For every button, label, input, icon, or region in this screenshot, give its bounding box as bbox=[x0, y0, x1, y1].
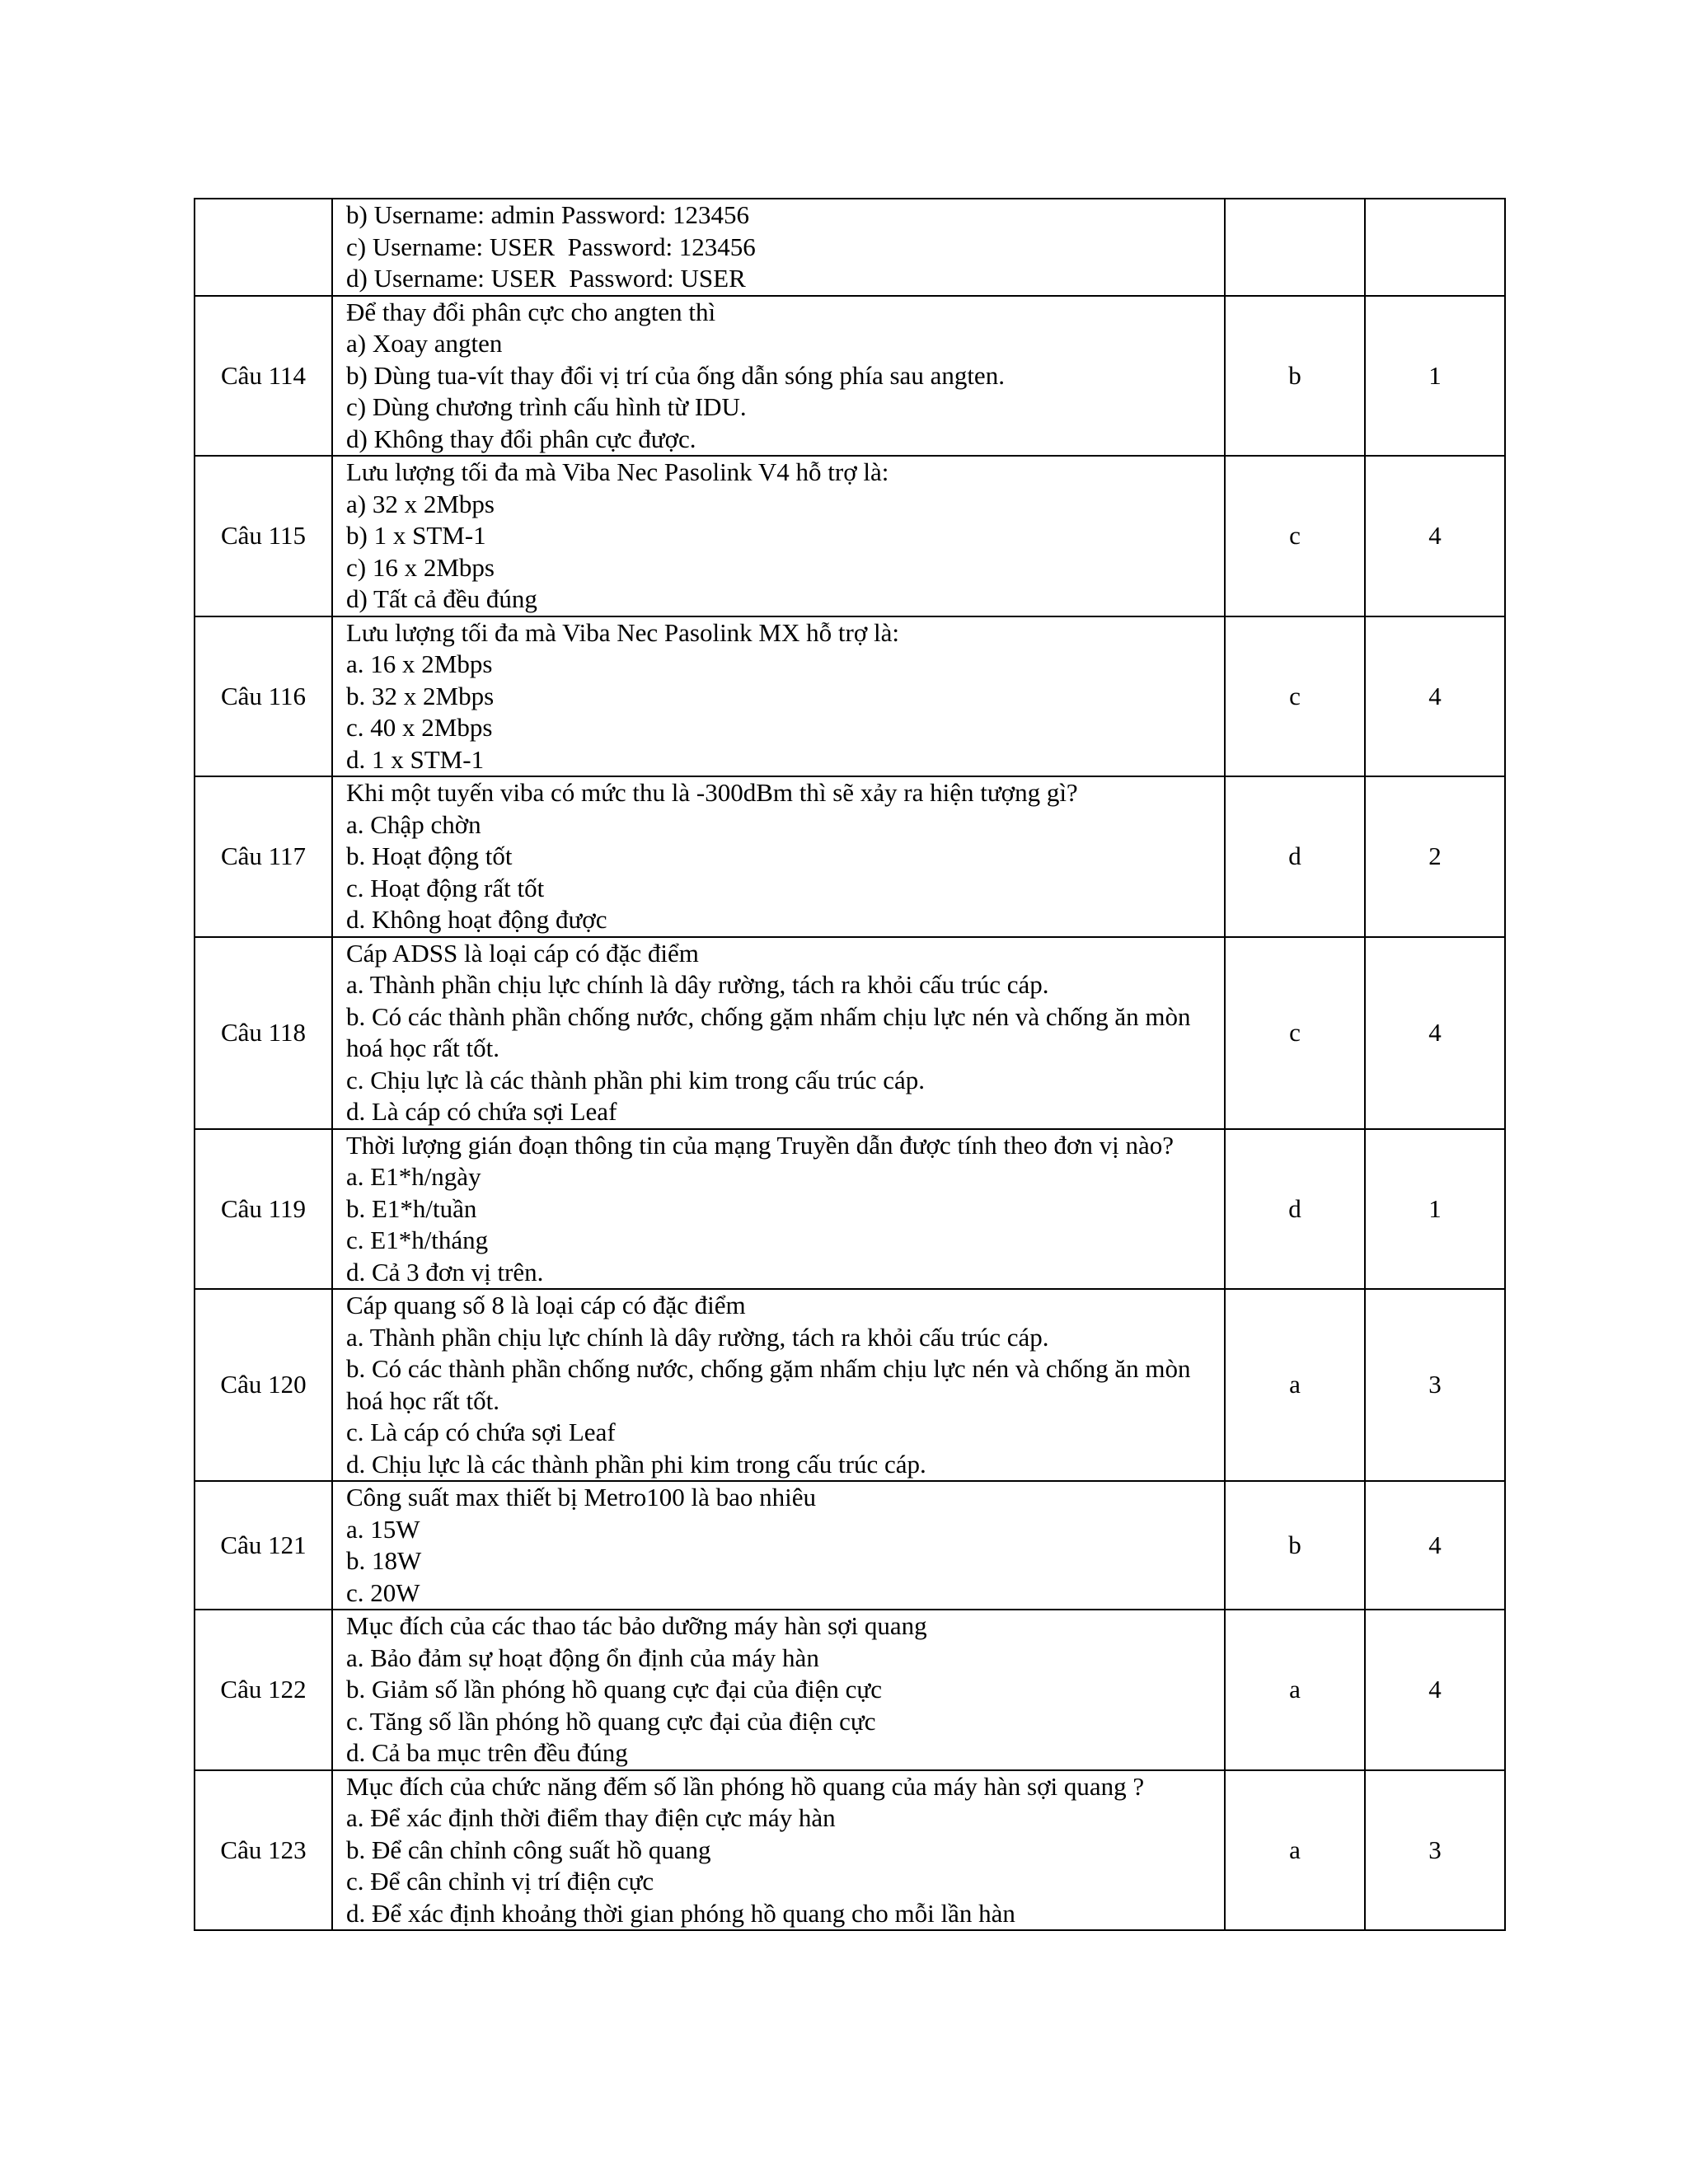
question-text: Lưu lượng tối đa mà Viba Nec Pasolink MX hỗ trợ là: bbox=[346, 617, 899, 647]
answer-key: a bbox=[1225, 1289, 1365, 1481]
difficulty-level: 4 bbox=[1365, 937, 1505, 1129]
difficulty-level: 4 bbox=[1365, 1481, 1505, 1610]
question-text: Khi một tuyến viba có mức thu là -300dBm thì sẽ xảy ra hiện tượng gì? bbox=[346, 778, 1078, 807]
question-row bbox=[195, 199, 1505, 296]
question-text: Công suất max thiết bị Metro100 là bao nhiêu bbox=[346, 1483, 816, 1511]
answer-key: b bbox=[1225, 296, 1365, 457]
question-content bbox=[332, 1481, 1225, 1610]
difficulty-level: 1 bbox=[1365, 1129, 1505, 1290]
question-number: Câu 116 bbox=[195, 616, 332, 777]
question-content bbox=[332, 937, 1225, 1129]
question-option: a. E1*h/ngày bbox=[346, 1162, 481, 1191]
question-option: c) Username: USER Password: 123456 bbox=[346, 232, 756, 261]
difficulty-level: 1 bbox=[1365, 296, 1505, 457]
answer-key: a bbox=[1225, 1770, 1365, 1931]
question-text: Để thay đổi phân cực cho angten thì bbox=[346, 297, 716, 326]
answer-key: c bbox=[1225, 937, 1365, 1129]
question-option: b. Giảm số lần phóng hồ quang cực đại của điện cực bbox=[346, 1675, 882, 1704]
question-table bbox=[194, 198, 1506, 1931]
question-option: b. 32 x 2Mbps bbox=[346, 681, 495, 710]
question-option: b. 18W bbox=[346, 1546, 422, 1575]
question-row bbox=[195, 937, 1505, 1129]
question-option: d) Username: USER Password: USER bbox=[346, 264, 746, 293]
question-row bbox=[195, 1129, 1505, 1290]
question-number: Câu 117 bbox=[195, 776, 332, 937]
question-content bbox=[332, 456, 1225, 616]
question-option: c) Dùng chương trình cấu hình từ IDU. bbox=[346, 392, 747, 421]
question-content bbox=[332, 1770, 1225, 1931]
question-content bbox=[332, 1129, 1225, 1290]
question-text: Cáp ADSS là loại cáp có đặc điểm bbox=[346, 938, 699, 968]
question-row bbox=[195, 1770, 1505, 1931]
question-option: a. Chập chờn bbox=[346, 809, 481, 839]
question-option: a. 16 x 2Mbps bbox=[346, 649, 493, 678]
question-option: a) 32 x 2Mbps bbox=[346, 489, 495, 518]
difficulty-level bbox=[1365, 199, 1505, 296]
question-option: c. Chịu lực là các thành phần phi kim trong cấu trúc cáp. bbox=[346, 1065, 926, 1094]
question-number: Câu 122 bbox=[195, 1610, 332, 1770]
question-number: Câu 114 bbox=[195, 296, 332, 457]
question-option: d. 1 x STM-1 bbox=[346, 744, 485, 774]
question-option: d. Cả ba mục trên đều đúng bbox=[346, 1738, 628, 1767]
question-content bbox=[332, 199, 1225, 296]
question-option: d. Chịu lực là các thành phần phi kim trong cấu trúc cáp. bbox=[346, 1449, 926, 1479]
question-text: Mục đích của các thao tác bảo dưỡng máy hàn sợi quang bbox=[346, 1611, 927, 1640]
question-content bbox=[332, 616, 1225, 777]
answer-key: a bbox=[1225, 1610, 1365, 1770]
question-option: a) Xoay angten bbox=[346, 329, 503, 358]
answer-key: b bbox=[1225, 1481, 1365, 1610]
question-option: b. Để cân chỉnh công suất hồ quang bbox=[346, 1835, 711, 1864]
question-option: c. 40 x 2Mbps bbox=[346, 713, 493, 742]
question-option: a. Thành phần chịu lực chính là dây rường, tách ra khỏi cấu trúc cáp. bbox=[346, 970, 1049, 999]
question-row bbox=[195, 456, 1505, 616]
question-option: d) Tất cả đều đúng bbox=[346, 584, 537, 613]
question-option: c. 20W bbox=[346, 1577, 420, 1607]
question-number: Câu 119 bbox=[195, 1129, 332, 1290]
question-row bbox=[195, 296, 1505, 457]
question-text: Thời lượng gián đoạn thông tin của mạng Truyền dẫn được tính theo đơn vị nào? bbox=[346, 1130, 1175, 1160]
answer-key bbox=[1225, 199, 1365, 296]
question-option: b. Có các thành phần chống nước, chống gặm nhấm chịu lực nén và chống ăn mòn hoá học rất tốt. bbox=[346, 1001, 1198, 1062]
question-option: a. Bảo đảm sự hoạt động ổn định của máy hàn bbox=[346, 1643, 819, 1672]
difficulty-level: 4 bbox=[1365, 456, 1505, 616]
question-option: c. Là cáp có chứa sợi Leaf bbox=[346, 1418, 616, 1446]
question-option: b) Username: admin Password: 123456 bbox=[346, 200, 750, 229]
question-option: b) Dùng tua-vít thay đổi vị trí của ống dẫn sóng phía sau angten. bbox=[346, 360, 1005, 390]
question-number: Câu 115 bbox=[195, 456, 332, 616]
question-option: b. Có các thành phần chống nước, chống gặm nhấm chịu lực nén và chống ăn mòn hoá học rất tốt. bbox=[346, 1354, 1198, 1415]
question-row bbox=[195, 776, 1505, 937]
difficulty-level: 4 bbox=[1365, 1610, 1505, 1770]
question-number: Câu 121 bbox=[195, 1481, 332, 1610]
difficulty-level: 3 bbox=[1365, 1770, 1505, 1931]
question-row bbox=[195, 616, 1505, 777]
question-number: Câu 123 bbox=[195, 1770, 332, 1931]
question-text: Lưu lượng tối đa mà Viba Nec Pasolink V4 hỗ trợ là: bbox=[346, 457, 889, 486]
difficulty-level: 4 bbox=[1365, 616, 1505, 777]
answer-key: c bbox=[1225, 456, 1365, 616]
question-option: d) Không thay đổi phân cực được. bbox=[346, 424, 696, 453]
answer-key: d bbox=[1225, 1129, 1365, 1290]
question-option: d. Để xác định khoảng thời gian phóng hồ quang cho mỗi lần hàn bbox=[346, 1898, 1015, 1928]
question-option: a. Thành phần chịu lực chính là dây rường, tách ra khỏi cấu trúc cáp. bbox=[346, 1322, 1049, 1352]
question-option: b. Hoạt động tốt bbox=[346, 841, 513, 870]
question-row bbox=[195, 1481, 1505, 1610]
question-content bbox=[332, 1610, 1225, 1770]
question-option: c. E1*h/tháng bbox=[346, 1226, 489, 1254]
question-number: Câu 120 bbox=[195, 1289, 332, 1481]
question-row bbox=[195, 1610, 1505, 1770]
question-option: d. Không hoạt động được bbox=[346, 905, 607, 934]
difficulty-level: 3 bbox=[1365, 1289, 1505, 1481]
question-number: Câu 118 bbox=[195, 937, 332, 1129]
question-content bbox=[332, 776, 1225, 937]
answer-key: d bbox=[1225, 776, 1365, 937]
difficulty-level: 2 bbox=[1365, 776, 1505, 937]
question-option: a. Để xác định thời điểm thay điện cực máy hàn bbox=[346, 1803, 836, 1832]
question-option: c. Hoạt động rất tốt bbox=[346, 873, 545, 902]
question-option: d. Là cáp có chứa sợi Leaf bbox=[346, 1097, 617, 1126]
question-option: c. Để cân chỉnh vị trí điện cực bbox=[346, 1867, 654, 1896]
question-table-body bbox=[195, 199, 1505, 1930]
question-content bbox=[332, 296, 1225, 457]
question-option: b. E1*h/tuần bbox=[346, 1193, 477, 1223]
question-option: b) 1 x STM-1 bbox=[346, 521, 486, 550]
question-row bbox=[195, 1289, 1505, 1481]
question-number bbox=[195, 199, 332, 296]
answer-key: c bbox=[1225, 616, 1365, 777]
question-option: a. 15W bbox=[346, 1514, 420, 1544]
question-option: d. Cả 3 đơn vị trên. bbox=[346, 1257, 544, 1286]
question-text: Cáp quang số 8 là loại cáp có đặc điểm bbox=[346, 1291, 746, 1319]
question-text: Mục đích của chức năng đếm số lần phóng hồ quang của máy hàn sợi quang ? bbox=[346, 1771, 1145, 1801]
question-option: c. Tăng số lần phóng hồ quang cực đại của điện cực bbox=[346, 1706, 876, 1736]
question-content bbox=[332, 1289, 1225, 1481]
question-option: c) 16 x 2Mbps bbox=[346, 552, 495, 582]
